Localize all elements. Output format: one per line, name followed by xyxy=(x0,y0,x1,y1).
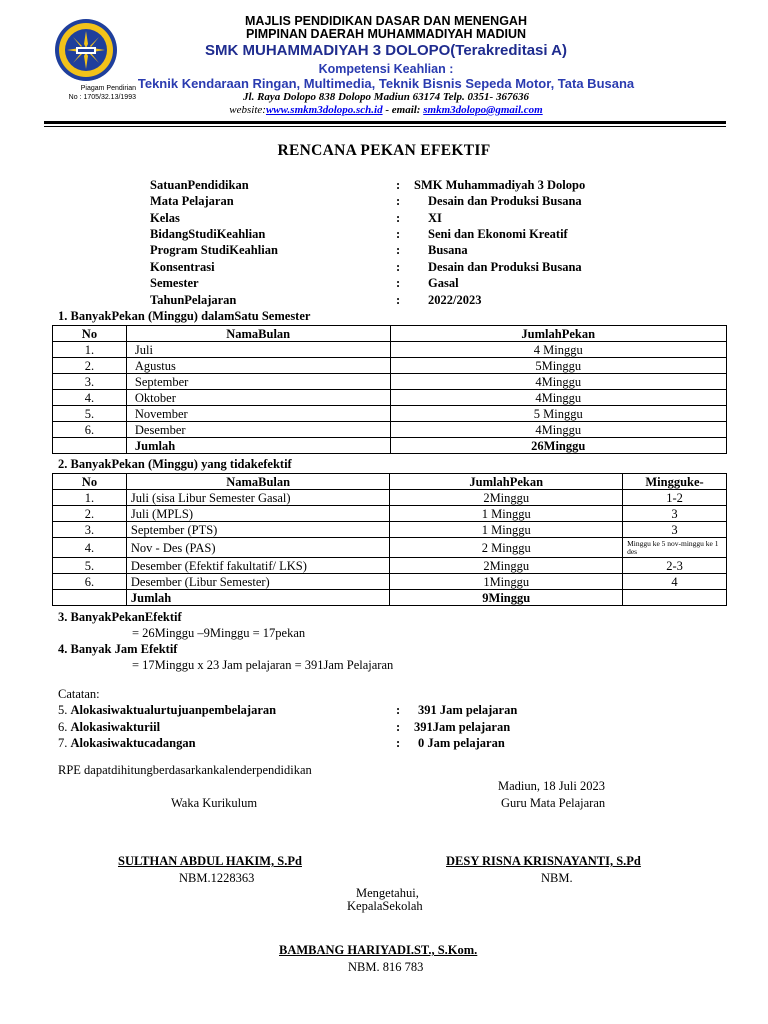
header-school-name: SMK MUHAMMADIYAH 3 DOLOPO(Terakreditasi A) xyxy=(205,42,567,59)
info-colon: : xyxy=(396,276,401,290)
catatan-label: Catatan: xyxy=(58,687,100,701)
col-header-jumlah: JumlahPekan xyxy=(390,326,727,342)
cell-bulan: Desember xyxy=(126,422,390,438)
table-row xyxy=(53,422,727,438)
cell-mingguke: 4 xyxy=(623,574,727,590)
cell-bulan: Juli xyxy=(126,342,390,358)
header-contact xyxy=(120,104,652,116)
table-row xyxy=(53,406,727,422)
catatan-item-label: Alokasiwakturiil xyxy=(70,720,161,734)
cell-no: 6. xyxy=(53,422,127,438)
info-colon: : xyxy=(396,243,401,257)
col-header-mingguke: Mingguke- xyxy=(623,474,727,490)
table-row xyxy=(53,506,727,522)
guru-name: DESY RISNA KRISNAYANTI, S.Pd xyxy=(446,854,641,868)
cell-bulan: Nov - Des (PAS) xyxy=(126,538,390,558)
cell-no: 3. xyxy=(53,522,127,538)
col-header-jumlah: JumlahPekan xyxy=(390,474,623,490)
guru-role: Guru Mata Pelajaran xyxy=(501,796,606,810)
table-total-row xyxy=(53,438,727,454)
cell-jumlah: 1 Minggu xyxy=(390,506,623,522)
cell-jumlah: 2Minggu xyxy=(390,490,623,506)
header-kompetensi-label: Kompetensi Keahlian : xyxy=(318,62,454,76)
table-row xyxy=(53,558,727,574)
info-value: Gasal xyxy=(428,276,459,290)
info-value: Desain dan Produksi Busana xyxy=(428,194,582,208)
cell-empty xyxy=(623,590,727,606)
place-date: Madiun, 18 Juli 2023 xyxy=(498,779,605,793)
waka-role: Waka Kurikulum xyxy=(171,796,258,810)
cell-bulan: Juli (MPLS) xyxy=(126,506,390,522)
section1-table xyxy=(52,325,727,454)
section3-formula: = 26Minggu –9Minggu = 17pekan xyxy=(132,626,306,640)
document-title: RENCANA PEKAN EFEKTIF xyxy=(277,142,491,159)
section2-title: 2. BanyakPekan (Minggu) yang tidakefektif xyxy=(58,457,292,471)
header-address: Jl. Raya Dolopo 838 Dolopo Madiun 63174 Telp. 0351- 367636 xyxy=(243,91,529,103)
info-value: Busana xyxy=(428,243,468,257)
info-label: Semester xyxy=(150,276,199,290)
info-label: Program StudiKeahlian xyxy=(150,243,278,257)
cell-mingguke: Minggu ke 5 nov-minggu ke 1 des xyxy=(623,538,727,558)
cell-bulan: Desember (Libur Semester) xyxy=(126,574,390,590)
info-label: Mata Pelajaran xyxy=(150,194,234,208)
section2-table xyxy=(52,473,727,606)
catatan-item-value: 391 Jam pelajaran xyxy=(418,703,518,717)
catatan-item-value: 391Jam pelajaran xyxy=(414,720,511,734)
col-header-bulan: NamaBulan xyxy=(126,474,390,490)
catatan-item xyxy=(58,703,276,718)
section4-title: 4. Banyak Jam Efektif xyxy=(58,642,178,656)
cell-jumlah: 1Minggu xyxy=(390,574,623,590)
info-label: Konsentrasi xyxy=(150,260,215,274)
info-label: TahunPelajaran xyxy=(150,293,237,307)
catatan-colon: : xyxy=(396,736,401,750)
kepala-name: BAMBANG HARIYADI.ST., S.Kom. xyxy=(279,943,478,957)
info-value: XI xyxy=(428,211,442,225)
cell-total-value: 26Minggu xyxy=(390,438,727,454)
table-row xyxy=(53,522,727,538)
col-header-no: No xyxy=(53,326,127,342)
catatan-item-value: 0 Jam pelajaran xyxy=(418,736,505,750)
catatan-item xyxy=(58,736,196,751)
cell-no: 1. xyxy=(53,342,127,358)
table-row xyxy=(53,374,727,390)
cell-empty xyxy=(53,590,127,606)
email-link[interactable]: smkm3dolopo@gmail.com xyxy=(423,104,543,116)
cell-no: 2. xyxy=(53,358,127,374)
cell-no: 4. xyxy=(53,390,127,406)
catatan-item-label: Alokasiwaktucadangan xyxy=(70,736,196,750)
info-label: Kelas xyxy=(150,211,180,225)
cell-bulan: November xyxy=(126,406,390,422)
cell-empty xyxy=(53,438,127,454)
cell-no: 5. xyxy=(53,406,127,422)
section1-title: 1. BanyakPekan (Minggu) dalamSatu Semester xyxy=(58,309,311,323)
col-header-no: No xyxy=(53,474,127,490)
waka-name: SULTHAN ABDUL HAKIM, S.Pd xyxy=(118,854,302,868)
catatan-colon: : xyxy=(396,720,401,734)
cell-jumlah: 4Minggu xyxy=(390,422,727,438)
table-row xyxy=(53,358,727,374)
cell-no: 3. xyxy=(53,374,127,390)
cell-bulan: September xyxy=(126,374,390,390)
catatan-no: 6. xyxy=(58,720,71,734)
piagam-label: Piagam Pendirian xyxy=(80,85,136,92)
info-value: Desain dan Produksi Busana xyxy=(428,260,582,274)
table-row xyxy=(53,490,727,506)
cell-jumlah: 5 Minggu xyxy=(390,406,727,422)
table-row xyxy=(53,574,727,590)
info-colon: : xyxy=(396,227,401,241)
guru-nbm: NBM. xyxy=(541,871,573,885)
cell-bulan: Agustus xyxy=(126,358,390,374)
email-label: - email: xyxy=(382,104,424,116)
info-label: BidangStudiKeahlian xyxy=(150,227,266,241)
header-divider-thick xyxy=(44,121,726,124)
website-link[interactable]: www.smkm3dolopo.sch.id xyxy=(265,104,383,116)
piagam-number: No : 1705/32.13/1993 xyxy=(68,94,136,101)
col-header-bulan: NamaBulan xyxy=(126,326,390,342)
waka-nbm: NBM.1228363 xyxy=(179,871,255,885)
cell-total-value: 9Minggu xyxy=(390,590,623,606)
cell-total-label: Jumlah xyxy=(126,590,390,606)
cell-jumlah: 4 Minggu xyxy=(390,342,727,358)
rpe-note: RPE dapatdihitungberdasarkankalenderpendidikan xyxy=(58,763,312,777)
cell-jumlah: 1 Minggu xyxy=(390,522,623,538)
kepala-role: KepalaSekolah xyxy=(347,899,423,913)
info-colon: : xyxy=(396,211,401,225)
cell-jumlah: 5Minggu xyxy=(390,358,727,374)
cell-mingguke: 3 xyxy=(623,506,727,522)
table-total-row xyxy=(53,590,727,606)
kepala-nbm: NBM. 816 783 xyxy=(348,960,424,974)
table-row xyxy=(53,538,727,558)
catatan-item-label: Alokasiwaktualurtujuanpembelajaran xyxy=(70,703,277,717)
header-kompetensi-list: Teknik Kendaraan Ringan, Multimedia, Teknik Bisnis Sepeda Motor, Tata Busana xyxy=(137,76,635,91)
catatan-no: 7. xyxy=(58,736,71,750)
cell-bulan: Juli (sisa Libur Semester Gasal) xyxy=(126,490,390,506)
header-pimpinan: PIMPINAN DAERAH MUHAMMADIYAH MADIUN xyxy=(245,27,527,41)
mengetahui-label: Mengetahui, xyxy=(356,886,419,900)
section3-title: 3. BanyakPekanEfektif xyxy=(58,610,182,624)
info-colon: : xyxy=(396,260,401,274)
table-row xyxy=(53,342,727,358)
info-colon: : xyxy=(396,194,401,208)
section4-formula: = 17Minggu x 23 Jam pelajaran = 391Jam Pelajaran xyxy=(132,658,394,672)
info-value: Seni dan Ekonomi Kreatif xyxy=(428,227,568,241)
table-header-row xyxy=(53,474,727,490)
catatan-item xyxy=(58,720,160,735)
table-row xyxy=(53,390,727,406)
cell-jumlah: 2 Minggu xyxy=(390,538,623,558)
cell-jumlah: 2Minggu xyxy=(390,558,623,574)
cell-bulan: Oktober xyxy=(126,390,390,406)
school-logo xyxy=(54,18,118,82)
website-label: website: xyxy=(229,104,266,116)
cell-mingguke: 2-3 xyxy=(623,558,727,574)
table-header-row xyxy=(53,326,727,342)
cell-no: 1. xyxy=(53,490,127,506)
cell-jumlah: 4Minggu xyxy=(390,374,727,390)
muhammadiyah-logo-icon xyxy=(54,18,118,82)
info-colon: : xyxy=(396,293,401,307)
cell-no: 2. xyxy=(53,506,127,522)
cell-bulan: Desember (Efektif fakultatif/ LKS) xyxy=(126,558,390,574)
cell-bulan: September (PTS) xyxy=(126,522,390,538)
cell-mingguke: 1-2 xyxy=(623,490,727,506)
cell-total-label: Jumlah xyxy=(126,438,390,454)
info-value: SMK Muhammadiyah 3 Dolopo xyxy=(414,178,586,192)
info-colon: : xyxy=(396,178,401,192)
cell-jumlah: 4Minggu xyxy=(390,390,727,406)
header-divider-thin xyxy=(44,126,726,127)
catatan-colon: : xyxy=(396,703,401,717)
cell-no: 6. xyxy=(53,574,127,590)
info-label: SatuanPendidikan xyxy=(150,178,249,192)
cell-mingguke: 3 xyxy=(623,522,727,538)
cell-no: 5. xyxy=(53,558,127,574)
header-majlis: MAJLIS PENDIDIKAN DASAR DAN MENENGAH xyxy=(245,14,527,28)
cell-no: 4. xyxy=(53,538,127,558)
info-value: 2022/2023 xyxy=(428,293,482,307)
catatan-no: 5. xyxy=(58,703,71,717)
